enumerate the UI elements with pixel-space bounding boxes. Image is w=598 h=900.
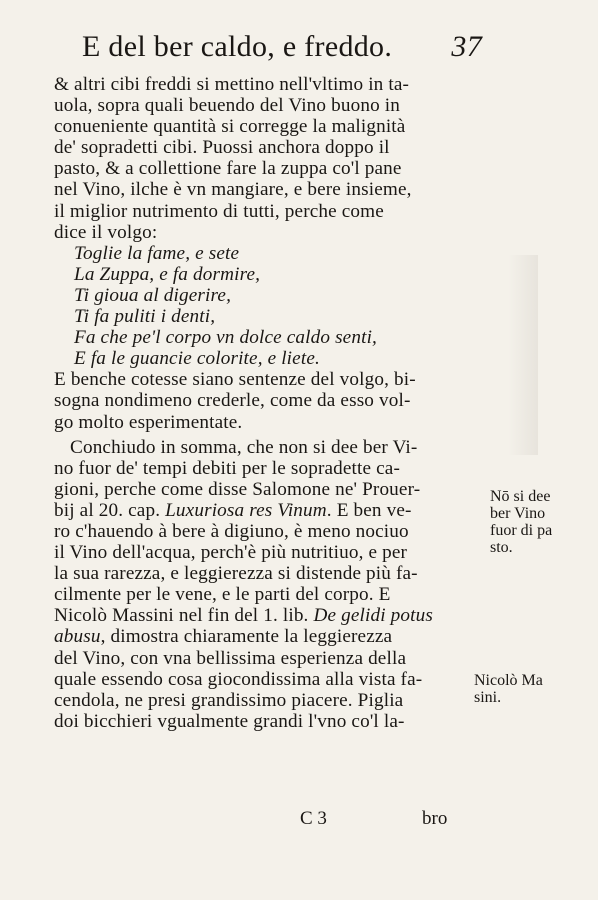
text-line: sogna nondimeno crederle, come da esso vol- bbox=[54, 390, 411, 412]
verse-line: Fa che pe'l corpo vn dolce caldo senti, bbox=[74, 327, 378, 349]
text-line: cilmente per le vene, e le parti del corpo. E bbox=[54, 584, 391, 606]
book-title: abusu bbox=[54, 626, 101, 648]
text-line: & altri cibi freddi si mettino nell'vltimo in ta- bbox=[54, 74, 410, 95]
text-line bbox=[54, 500, 484, 521]
running-title: E del ber caldo, e freddo. bbox=[82, 30, 393, 63]
text-line: nel Vino, ilche è vn mangiare, e bere insieme, bbox=[54, 179, 412, 201]
text-line: la sua rarezza, e leggierezza si distende più fa- bbox=[54, 563, 418, 585]
running-header bbox=[82, 30, 482, 64]
show-through-shadow bbox=[508, 255, 538, 455]
text-line: doi bicchieri vgualmente grandi l'vno co'l la- bbox=[54, 710, 405, 732]
text-line: conueniente quantità si corregge la malignità bbox=[54, 116, 406, 138]
text-run: bij al 20. cap. bbox=[54, 499, 166, 521]
margin-note-line: sini. bbox=[474, 689, 502, 706]
text-line: il miglior nutrimento di tutti, perche come bbox=[54, 200, 384, 222]
text-line: pasto, & a collettione fare la zuppa co'l pane bbox=[54, 158, 402, 180]
margin-note-line: ber Vino bbox=[490, 505, 546, 522]
text-line: gioni, perche come disse Salomone ne' Prouer- bbox=[54, 478, 421, 500]
text-line: E benche cotesse siano sentenze del volgo, bi- bbox=[54, 369, 416, 391]
text-line: uola, sopra quali beuendo del Vino buono in bbox=[54, 95, 400, 117]
latin-quote: Luxuriosa res Vinum bbox=[165, 499, 327, 521]
catchword: bro bbox=[422, 808, 448, 829]
text-line: cendola, ne presi grandissimo piacere. Piglia bbox=[54, 689, 404, 711]
verse-line: Toglie la fame, e sete bbox=[74, 242, 240, 264]
text-line bbox=[54, 626, 484, 647]
margin-note-line: Nicolò Ma bbox=[474, 672, 543, 689]
text-line: Conchiudo in somma, che non si dee ber Vi- bbox=[70, 436, 418, 458]
text-line: no fuor de' tempi debiti per le sopradette ca- bbox=[54, 457, 401, 479]
text-line: quale essendo cosa giocondissima alla vista fa- bbox=[54, 668, 423, 690]
margin-note bbox=[490, 488, 552, 556]
margin-note-line: Nō si dee bbox=[490, 488, 551, 505]
text-line: go molto esperimentate. bbox=[54, 411, 243, 433]
text-line: il Vino dell'acqua, perch'è più nutritiuo, e per bbox=[54, 542, 408, 564]
signature-mark: C 3 bbox=[300, 808, 327, 829]
text-run: , dimostra chiaramente la leggierezza bbox=[100, 626, 393, 648]
text-line: del Vino, con vna bellissima esperienza della bbox=[54, 647, 407, 669]
text-line: dice il volgo: bbox=[54, 221, 158, 243]
main-text bbox=[54, 74, 484, 732]
text-run: Nicolò Massini nel fin del 1. lib. bbox=[54, 605, 314, 627]
text-line bbox=[54, 605, 484, 626]
verse-line: Ti gioua al digerire, bbox=[74, 284, 232, 306]
verse-line: La Zuppa, e fa dormire, bbox=[74, 263, 261, 285]
text-line: de' sopradetti cibi. Puossi anchora doppo il bbox=[54, 137, 390, 159]
text-run: . E ben ve- bbox=[326, 499, 412, 521]
verse-line: E fa le guancie colorite, e liete. bbox=[74, 348, 320, 370]
page-number: 37 bbox=[451, 30, 482, 63]
margin-note-line: fuor di pa bbox=[490, 522, 553, 539]
verse-line: Ti fa puliti i denti, bbox=[74, 306, 216, 328]
text-line: ro c'hauendo à bere à digiuno, è meno nociuo bbox=[54, 520, 409, 542]
margin-note bbox=[474, 672, 543, 706]
margin-note-line: sto. bbox=[490, 539, 513, 556]
book-title: De gelidi potus bbox=[313, 605, 433, 627]
